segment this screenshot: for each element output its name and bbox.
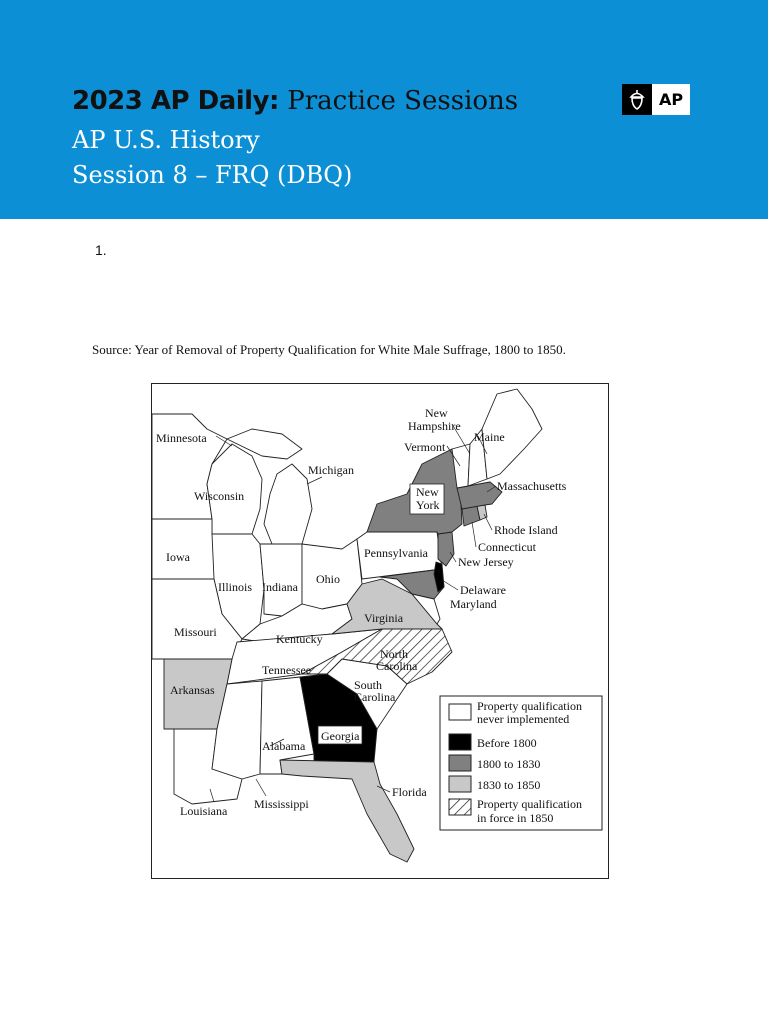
suffrage-map xyxy=(151,383,609,879)
label-indiana: Indiana xyxy=(262,580,298,594)
label-missouri: Missouri xyxy=(174,625,217,639)
label-alabama: Alabama xyxy=(262,739,306,753)
label-south-carolina-2: Carolina xyxy=(354,690,396,704)
label-vermont: Vermont xyxy=(404,440,446,454)
label-maryland: Maryland xyxy=(450,597,497,611)
label-new-york-2: York xyxy=(416,498,440,512)
legend-before-1800: Before 1800 xyxy=(477,736,537,750)
state-new-jersey xyxy=(438,532,454,566)
label-pennsylvania: Pennsylvania xyxy=(364,546,428,560)
question-number: 1. xyxy=(95,242,107,258)
label-south-carolina-1: South xyxy=(354,678,383,692)
legend-in-force-1: Property qualification xyxy=(477,797,582,811)
label-new-hampshire-2: Hampshire xyxy=(408,419,461,433)
label-connecticut: Connecticut xyxy=(478,540,536,554)
acorn-icon xyxy=(622,84,652,115)
label-arkansas: Arkansas xyxy=(170,683,215,697)
label-new-hampshire-1: New xyxy=(425,406,448,420)
label-michigan: Michigan xyxy=(308,463,354,477)
legend-never-2: never implemented xyxy=(477,712,570,726)
state-florida xyxy=(280,760,414,862)
label-virginia: Virginia xyxy=(364,611,404,625)
legend-1800-1830: 1800 to 1830 xyxy=(477,757,541,771)
label-florida: Florida xyxy=(392,785,427,799)
label-georgia: Georgia xyxy=(321,729,360,743)
label-delaware: Delaware xyxy=(460,583,506,597)
label-rhode-island: Rhode Island xyxy=(494,523,558,537)
label-maine: Maine xyxy=(474,430,505,444)
label-massachusetts: Massachusetts xyxy=(497,479,567,493)
ap-logo xyxy=(622,84,690,115)
label-tennessee: Tennessee xyxy=(262,663,312,677)
course-title: AP U.S. History xyxy=(72,126,260,154)
legend-never-1: Property qualification xyxy=(477,699,582,713)
logo-text: AP xyxy=(652,84,690,115)
label-minnesota: Minnesota xyxy=(156,431,207,445)
label-iowa: Iowa xyxy=(166,550,190,564)
map-legend xyxy=(440,696,602,830)
label-ohio: Ohio xyxy=(316,572,340,586)
title-bold: 2023 AP Daily: xyxy=(72,86,279,116)
legend-in-force-2: in force in 1850 xyxy=(477,811,554,825)
label-new-york-1: New xyxy=(416,485,439,499)
label-louisiana: Louisiana xyxy=(180,804,228,818)
state-michigan-lower xyxy=(264,464,312,544)
label-north-carolina-1: North xyxy=(380,647,408,661)
session-title: Session 8 – FRQ (DBQ) xyxy=(72,161,353,189)
label-north-carolina-2: Carolina xyxy=(376,659,418,673)
label-new-jersey: New Jersey xyxy=(458,555,514,569)
header-banner xyxy=(0,0,768,219)
legend-1830-1850: 1830 to 1850 xyxy=(477,778,541,792)
label-illinois: Illinois xyxy=(218,580,253,594)
label-wisconsin: Wisconsin xyxy=(194,489,245,503)
label-mississippi: Mississippi xyxy=(254,797,309,811)
label-kentucky: Kentucky xyxy=(276,632,323,646)
source-caption: Source: Year of Removal of Property Qualification for White Male Suffrage, 1800 to 1850. xyxy=(92,342,566,357)
title-rest: Practice Sessions xyxy=(287,86,519,116)
page-title xyxy=(72,86,518,116)
